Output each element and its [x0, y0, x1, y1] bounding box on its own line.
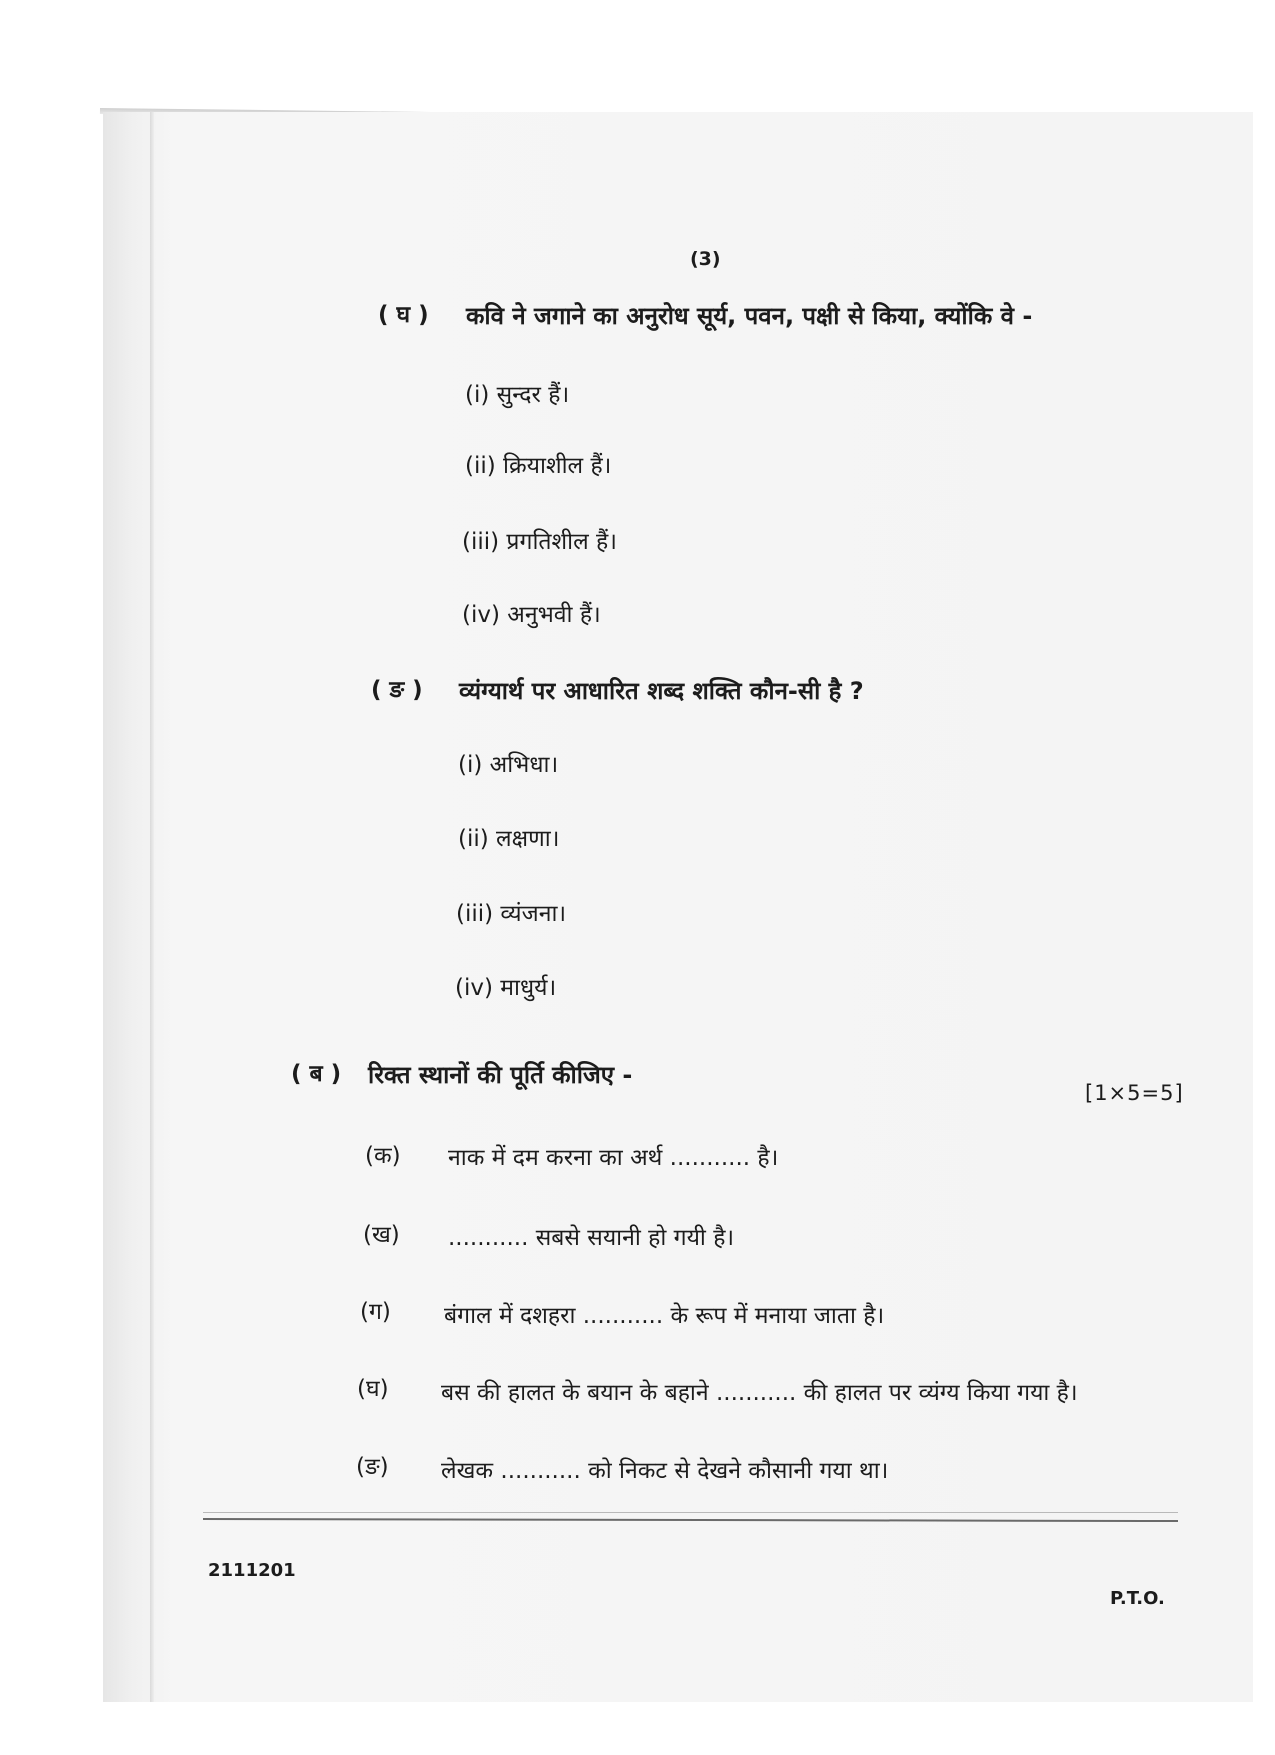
question-gha-option-4: (iv) अनुभवी हैं। [462, 602, 601, 628]
fill-blank-text-3: बंगाल में दशहरा ........... के रूप में मनाया जाता है। [444, 1303, 885, 1329]
question-gha-text: कवि ने जगाने का अनुरोध सूर्य, पवन, पक्षी से किया, क्योंकि वे - [466, 302, 1033, 330]
paper-code: 2111201 [208, 1560, 296, 1581]
fill-blank-label-4: (घ) [357, 1376, 389, 1402]
section-ba-marks: [1×5=5] [1085, 1081, 1184, 1105]
question-gha-option-3: (iii) प्रगतिशील हैं। [462, 529, 617, 555]
question-nga-option-2: (ii) लक्षणा। [458, 826, 560, 852]
fill-blank-label-3: (ग) [360, 1299, 391, 1325]
question-nga-label: ( ङ ) [371, 677, 423, 703]
question-nga-option-1: (i) अभिधा। [458, 752, 559, 778]
question-gha-option-1: (i) सुन्दर हैं। [465, 382, 570, 408]
paper-fold [150, 112, 154, 1702]
question-gha-option-2: (ii) क्रियाशील हैं। [465, 453, 612, 479]
fill-blank-label-1: (क) [365, 1143, 401, 1169]
fill-blank-text-2: ........... सबसे सयानी हो गयी है। [448, 1225, 735, 1251]
fill-blank-text-1: नाक में दम करना का अर्थ ........... है। [448, 1145, 779, 1171]
pto-label: P.T.O. [1110, 1588, 1165, 1609]
fill-blank-text-4: बस की हालत के बयान के बहाने ........... की हालत पर व्यंग्य किया गया है। [441, 1380, 1078, 1406]
question-gha-label: ( घ ) [378, 302, 429, 328]
section-ba-label: ( ब ) [291, 1061, 342, 1087]
fill-blank-label-5: (ङ) [356, 1454, 389, 1480]
footer-divider-faint [203, 1512, 1178, 1513]
fill-blank-label-2: (ख) [363, 1222, 400, 1248]
question-nga-option-3: (iii) व्यंजना। [456, 901, 567, 927]
section-ba-title: रिक्त स्थानों की पूर्ति कीजिए - [368, 1061, 633, 1089]
question-nga-option-4: (iv) माधुर्य। [455, 975, 557, 1001]
question-nga-text: व्यंग्यार्थ पर आधारित शब्द शक्ति कौन-सी है ? [459, 677, 864, 705]
fill-blank-text-5: लेखक ........... को निकट से देखने कौसानी गया था। [441, 1458, 889, 1484]
page-number: (3) [690, 248, 721, 270]
